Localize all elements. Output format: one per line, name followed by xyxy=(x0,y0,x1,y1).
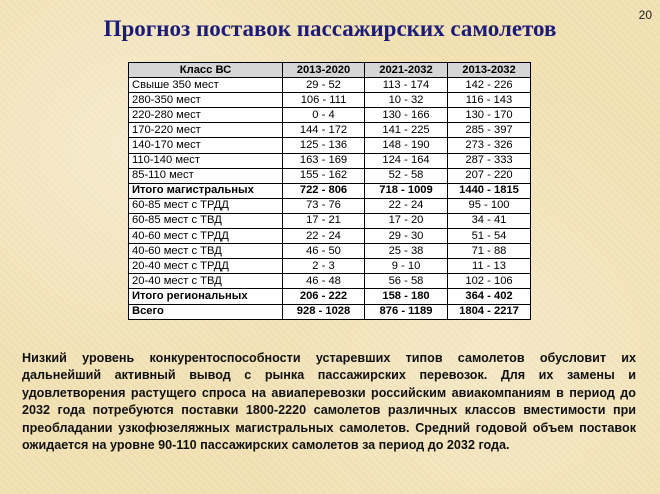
aircraft-class-cell: 280-350 мест xyxy=(129,93,283,108)
period-2021-2032-cell: 10 - 32 xyxy=(365,93,448,108)
period-2013-2032-cell: 130 - 170 xyxy=(448,108,531,123)
period-2013-2020-cell: 17 - 21 xyxy=(283,213,365,228)
table-row xyxy=(129,213,531,228)
period-2013-2032-cell: 71 - 88 xyxy=(448,244,531,259)
period-2013-2032-cell: 11 - 13 xyxy=(448,259,531,274)
period-2013-2020-cell: 46 - 50 xyxy=(283,244,365,259)
period-2013-2020-cell: 46 - 48 xyxy=(283,274,365,289)
table-row xyxy=(129,168,531,183)
table-row xyxy=(129,93,531,108)
aircraft-class-cell: 60-85 мест с ТРДД xyxy=(129,198,283,213)
header-period-2021-2032: 2021-2032 xyxy=(365,63,448,78)
period-2021-2032-cell: 52 - 58 xyxy=(365,168,448,183)
table-body xyxy=(129,78,531,320)
period-2021-2032-cell: 56 - 58 xyxy=(365,274,448,289)
aircraft-class-cell: 40-60 мест с ТВД xyxy=(129,244,283,259)
aircraft-class-cell: 140-170 мест xyxy=(129,138,283,153)
summary-paragraph: Низкий уровень конкурентоспособности устаревших типов самолетов обусловит их дальнейший активный вывод с рынка пассажирских перевозок. Для их замены и удовлетворения растущего спроса на авиаперевозки российским авиакомпаниям в период до 2032 года потребуются поставки 1800-2220 самолетов различных классов вместимости при преобладании узкофюзеляжных магистральных самолетов. Средний годовой объем поставок ожидается на уровне 90-110 пассажирских самолетов за период до 2032 года. xyxy=(22,351,636,453)
period-2021-2032-cell: 718 - 1009 xyxy=(365,183,448,198)
period-2013-2032-cell: 285 - 397 xyxy=(448,123,531,138)
table-row xyxy=(129,198,531,213)
period-2013-2020-cell: 125 - 136 xyxy=(283,138,365,153)
table-row xyxy=(129,123,531,138)
period-2021-2032-cell: 876 - 1189 xyxy=(365,304,448,319)
period-2013-2032-cell: 364 - 402 xyxy=(448,289,531,304)
table-header-row xyxy=(129,63,531,78)
period-2013-2032-cell: 1440 - 1815 xyxy=(448,183,531,198)
table-row xyxy=(129,229,531,244)
period-2013-2020-cell: 106 - 111 xyxy=(283,93,365,108)
period-2013-2032-cell: 95 - 100 xyxy=(448,198,531,213)
table-row xyxy=(129,244,531,259)
table-row xyxy=(129,289,531,304)
period-2021-2032-cell: 141 - 225 xyxy=(365,123,448,138)
period-2021-2032-cell: 124 - 164 xyxy=(365,153,448,168)
header-period-2013-2032: 2013-2032 xyxy=(448,63,531,78)
period-2021-2032-cell: 113 - 174 xyxy=(365,78,448,93)
period-2013-2020-cell: 163 - 169 xyxy=(283,153,365,168)
period-2013-2020-cell: 2 - 3 xyxy=(283,259,365,274)
period-2013-2032-cell: 273 - 326 xyxy=(448,138,531,153)
table-row xyxy=(129,274,531,289)
table-row xyxy=(129,153,531,168)
header-aircraft-class: Класс ВС xyxy=(129,63,283,78)
aircraft-class-cell: 170-220 мест xyxy=(129,123,283,138)
period-2021-2032-cell: 158 - 180 xyxy=(365,289,448,304)
period-2021-2032-cell: 22 - 24 xyxy=(365,198,448,213)
aircraft-class-cell: Итого региональных xyxy=(129,289,283,304)
table-row xyxy=(129,78,531,93)
period-2021-2032-cell: 29 - 30 xyxy=(365,229,448,244)
period-2013-2020-cell: 0 - 4 xyxy=(283,108,365,123)
period-2013-2032-cell: 116 - 143 xyxy=(448,93,531,108)
aircraft-class-cell: 40-60 мест с ТРДД xyxy=(129,229,283,244)
aircraft-class-cell: 60-85 мест с ТВД xyxy=(129,213,283,228)
table-row xyxy=(129,138,531,153)
period-2013-2020-cell: 155 - 162 xyxy=(283,168,365,183)
forecast-table-container xyxy=(128,62,530,320)
table-row xyxy=(129,304,531,319)
slide-title: Прогноз поставок пассажирских самолетов xyxy=(103,16,557,41)
period-2013-2020-cell: 144 - 172 xyxy=(283,123,365,138)
aircraft-class-cell: Итого магистральных xyxy=(129,183,283,198)
header-period-2013-2020: 2013-2020 xyxy=(283,63,365,78)
period-2013-2020-cell: 928 - 1028 xyxy=(283,304,365,319)
aircraft-class-cell: Свыше 350 мест xyxy=(129,78,283,93)
period-2021-2032-cell: 9 - 10 xyxy=(365,259,448,274)
aircraft-class-cell: 20-40 мест с ТВД xyxy=(129,274,283,289)
period-2013-2032-cell: 102 - 106 xyxy=(448,274,531,289)
aircraft-class-cell: 110-140 мест xyxy=(129,153,283,168)
period-2013-2020-cell: 73 - 76 xyxy=(283,198,365,213)
period-2013-2020-cell: 206 - 222 xyxy=(283,289,365,304)
period-2013-2032-cell: 287 - 333 xyxy=(448,153,531,168)
period-2021-2032-cell: 25 - 38 xyxy=(365,244,448,259)
period-2013-2032-cell: 51 - 54 xyxy=(448,229,531,244)
table-row xyxy=(129,108,531,123)
slide-number: 20 xyxy=(638,8,652,22)
period-2013-2032-cell: 142 - 226 xyxy=(448,78,531,93)
forecast-table xyxy=(128,62,531,320)
period-2021-2032-cell: 130 - 166 xyxy=(365,108,448,123)
table-row xyxy=(129,183,531,198)
period-2013-2020-cell: 29 - 52 xyxy=(283,78,365,93)
aircraft-class-cell: 220-280 мест xyxy=(129,108,283,123)
period-2013-2032-cell: 207 - 220 xyxy=(448,168,531,183)
period-2013-2032-cell: 34 - 41 xyxy=(448,213,531,228)
period-2021-2032-cell: 17 - 20 xyxy=(365,213,448,228)
aircraft-class-cell: Всего xyxy=(129,304,283,319)
aircraft-class-cell: 20-40 мест с ТРДД xyxy=(129,259,283,274)
period-2021-2032-cell: 148 - 190 xyxy=(365,138,448,153)
aircraft-class-cell: 85-110 мест xyxy=(129,168,283,183)
period-2013-2020-cell: 22 - 24 xyxy=(283,229,365,244)
table-row xyxy=(129,259,531,274)
period-2013-2020-cell: 722 - 806 xyxy=(283,183,365,198)
period-2013-2032-cell: 1804 - 2217 xyxy=(448,304,531,319)
